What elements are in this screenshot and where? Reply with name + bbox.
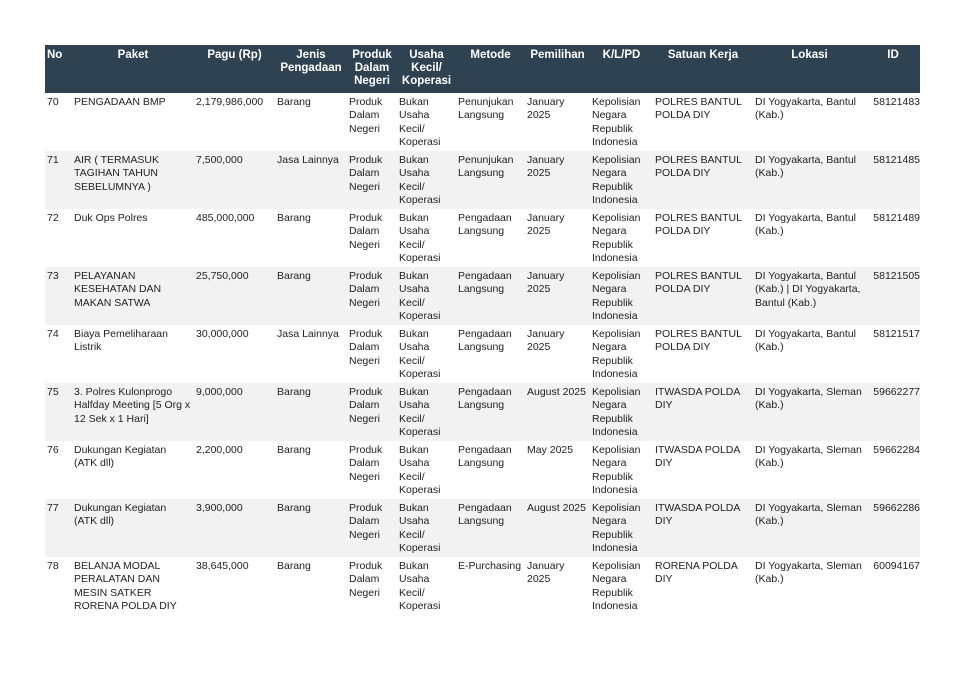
- cell-pagu: 38,645,000: [196, 560, 249, 572]
- header-lokasi: Lokasi: [753, 45, 866, 93]
- table-row: [45, 499, 920, 557]
- cell-pemilihan: January 2025: [527, 560, 565, 586]
- table-row: [45, 267, 920, 325]
- cell-lokasi: DI Yogyakarta, Sleman (Kab.): [753, 383, 866, 441]
- cell-produk: Produk Dalam Negeri: [349, 560, 383, 599]
- table-row: [45, 383, 920, 441]
- cell-klpd: Kepolisian Negara Republik Indonesia: [590, 267, 653, 325]
- cell-usaha: Bukan Usaha Kecil/ Koperasi: [397, 499, 456, 557]
- table-row: [45, 557, 920, 615]
- cell-produk: Produk Dalam Negeri: [349, 96, 383, 135]
- cell-metode: Penunjukan Langsung: [456, 151, 525, 209]
- cell-lokasi: DI Yogyakarta, Sleman (Kab.): [755, 560, 862, 586]
- cell-paket: BELANJA MODAL PERALATAN DAN MESIN SATKER RORENA POLDA DIY: [74, 560, 177, 613]
- cell-id: 58121517: [873, 328, 920, 340]
- cell-id: 60094167: [873, 560, 920, 572]
- cell-no: 71: [45, 151, 72, 209]
- header-jenis-pengadaan: Jenis Pengadaan: [275, 45, 347, 93]
- table-header: [45, 45, 920, 93]
- cell-no: 78: [47, 560, 59, 572]
- cell-produk: Produk Dalam Negeri: [347, 267, 397, 325]
- cell-lokasi: DI Yogyakarta, Bantul (Kab.): [755, 212, 856, 238]
- cell-lokasi: DI Yogyakarta, Bantul (Kab.): [755, 328, 856, 354]
- table-row: [45, 151, 920, 209]
- cell-pemilihan: August 2025: [525, 383, 590, 441]
- cell-metode: Penunjukan Langsung: [458, 96, 514, 122]
- header-id: ID: [866, 45, 920, 93]
- cell-metode: Pengadaan Langsung: [458, 328, 512, 354]
- cell-pemilihan: May 2025: [527, 444, 574, 456]
- cell-klpd: Kepolisian Negara Republik Indonesia: [592, 560, 641, 613]
- cell-no: 73: [45, 267, 72, 325]
- cell-produk: Produk Dalam Negeri: [349, 212, 383, 251]
- cell-no: 72: [47, 212, 59, 224]
- cell-usaha: Bukan Usaha Kecil/ Koperasi: [397, 151, 456, 209]
- cell-no: 77: [45, 499, 72, 557]
- cell-pemilihan: January 2025: [525, 151, 590, 209]
- table-row: [45, 209, 920, 267]
- cell-id: 58121505: [866, 267, 920, 325]
- cell-usaha: Bukan Usaha Kecil/ Koperasi: [397, 267, 456, 325]
- cell-satker: ITWASDA POLDA DIY: [655, 444, 740, 470]
- cell-jenis: Barang: [277, 444, 311, 456]
- table-body: [45, 93, 920, 615]
- cell-satker: POLRES BANTUL POLDA DIY: [655, 212, 742, 238]
- cell-lokasi: DI Yogyakarta, Bantul (Kab.): [753, 151, 866, 209]
- cell-metode: E-Purchasing: [458, 560, 522, 572]
- cell-id: 58121489: [873, 212, 920, 224]
- cell-jenis: Barang: [275, 499, 347, 557]
- cell-lokasi: DI Yogyakarta, Bantul (Kab.): [755, 96, 856, 122]
- cell-no: 75: [45, 383, 72, 441]
- cell-metode: Pengadaan Langsung: [458, 212, 512, 238]
- cell-pagu: 3,900,000: [194, 499, 275, 557]
- cell-id: 58121485: [866, 151, 920, 209]
- cell-usaha: Bukan Usaha Kecil/ Koperasi: [399, 212, 441, 265]
- cell-id: 59662286: [866, 499, 920, 557]
- cell-paket: AIR ( TERMASUK TAGIHAN TAHUN SEBELUMNYA ): [72, 151, 194, 209]
- header-klpd: K/L/PD: [590, 45, 653, 93]
- cell-pagu: 485,000,000: [196, 212, 255, 224]
- cell-pemilihan: January 2025: [525, 267, 590, 325]
- cell-jenis: Jasa Lainnya: [275, 151, 347, 209]
- cell-metode: Pengadaan Langsung: [456, 267, 525, 325]
- header-satuan-kerja: Satuan Kerja: [653, 45, 753, 93]
- cell-no: 74: [47, 328, 59, 340]
- header-paket: Paket: [72, 45, 194, 93]
- cell-produk: Produk Dalam Negeri: [347, 499, 397, 557]
- header-usaha-kecil: Usaha Kecil/ Koperasi: [397, 45, 456, 93]
- cell-paket: Biaya Pemeliharaan Listrik: [74, 328, 168, 354]
- cell-no: 76: [47, 444, 59, 456]
- header-pagu: Pagu (Rp): [194, 45, 275, 93]
- table-row: [45, 325, 920, 383]
- cell-produk: Produk Dalam Negeri: [349, 328, 383, 367]
- cell-lokasi: DI Yogyakarta, Sleman (Kab.): [755, 444, 862, 470]
- cell-pagu: 2,179,986,000: [196, 96, 264, 108]
- cell-paket: Duk Ops Polres: [74, 212, 148, 224]
- header-produk-dalam-negeri: Produk Dalam Negeri: [347, 45, 397, 93]
- cell-usaha: Bukan Usaha Kecil/ Koperasi: [399, 328, 441, 381]
- cell-produk: Produk Dalam Negeri: [349, 444, 383, 483]
- cell-no: 70: [47, 96, 59, 108]
- cell-satker: ITWASDA POLDA DIY: [653, 499, 753, 557]
- table-row: [45, 93, 920, 151]
- cell-satker: POLRES BANTUL POLDA DIY: [653, 151, 753, 209]
- cell-produk: Produk Dalam Negeri: [347, 151, 397, 209]
- cell-satker: POLRES BANTUL POLDA DIY: [655, 328, 742, 354]
- cell-metode: Pengadaan Langsung: [456, 383, 525, 441]
- cell-jenis: Barang: [277, 96, 311, 108]
- cell-jenis: Barang: [275, 383, 347, 441]
- cell-pemilihan: January 2025: [527, 212, 565, 238]
- cell-klpd: Kepolisian Negara Republik Indonesia: [590, 383, 653, 441]
- cell-jenis: Jasa Lainnya: [277, 328, 339, 340]
- cell-klpd: Kepolisian Negara Republik Indonesia: [590, 151, 653, 209]
- cell-satker: POLRES BANTUL POLDA DIY: [653, 267, 753, 325]
- cell-satker: RORENA POLDA DIY: [655, 560, 738, 586]
- cell-paket: PENGADAAN BMP: [74, 96, 166, 108]
- cell-pagu: 2,200,000: [196, 444, 243, 456]
- document-page: [45, 45, 920, 615]
- cell-id: 58121483: [873, 96, 920, 108]
- cell-klpd: Kepolisian Negara Republik Indonesia: [592, 444, 641, 497]
- cell-metode: Pengadaan Langsung: [458, 444, 512, 470]
- cell-klpd: Kepolisian Negara Republik Indonesia: [590, 499, 653, 557]
- header-pemilihan: Pemilihan: [525, 45, 590, 93]
- cell-pagu: 9,000,000: [194, 383, 275, 441]
- cell-pemilihan: January 2025: [527, 96, 565, 122]
- cell-klpd: Kepolisian Negara Republik Indonesia: [592, 96, 641, 149]
- cell-lokasi: DI Yogyakarta, Bantul (Kab.) | DI Yogyakarta, Bantul (Kab.): [753, 267, 866, 325]
- cell-satker: POLRES BANTUL POLDA DIY: [655, 96, 742, 122]
- cell-jenis: Barang: [277, 212, 311, 224]
- cell-paket: Dukungan Kegiatan (ATK dll): [72, 499, 194, 557]
- cell-id: 59662277: [866, 383, 920, 441]
- cell-paket: Dukungan Kegiatan (ATK dll): [74, 444, 167, 470]
- cell-pagu: 25,750,000: [194, 267, 275, 325]
- cell-pemilihan: August 2025: [525, 499, 590, 557]
- cell-usaha: Bukan Usaha Kecil/ Koperasi: [399, 444, 441, 497]
- cell-lokasi: DI Yogyakarta, Sleman (Kab.): [753, 499, 866, 557]
- cell-id: 59662284: [873, 444, 920, 456]
- table-row: [45, 441, 920, 499]
- cell-pagu: 7,500,000: [194, 151, 275, 209]
- cell-produk: Produk Dalam Negeri: [347, 383, 397, 441]
- header-metode: Metode: [456, 45, 525, 93]
- cell-klpd: Kepolisian Negara Republik Indonesia: [592, 328, 641, 381]
- cell-usaha: Bukan Usaha Kecil/ Koperasi: [399, 560, 441, 613]
- cell-usaha: Bukan Usaha Kecil/ Koperasi: [397, 383, 456, 441]
- cell-usaha: Bukan Usaha Kecil/ Koperasi: [399, 96, 441, 149]
- cell-jenis: Barang: [277, 560, 311, 572]
- cell-jenis: Barang: [275, 267, 347, 325]
- procurement-table: [45, 45, 920, 615]
- cell-klpd: Kepolisian Negara Republik Indonesia: [592, 212, 641, 265]
- cell-paket: PELAYANAN KESEHATAN DAN MAKAN SATWA: [72, 267, 194, 325]
- cell-pagu: 30,000,000: [196, 328, 249, 340]
- cell-paket: 3. Polres Kulonprogo Halfday Meeting [5 Org x 12 Sek x 1 Hari]: [72, 383, 194, 441]
- cell-metode: Pengadaan Langsung: [456, 499, 525, 557]
- cell-pemilihan: January 2025: [527, 328, 565, 354]
- cell-satker: ITWASDA POLDA DIY: [653, 383, 753, 441]
- header-no: No: [45, 45, 72, 93]
